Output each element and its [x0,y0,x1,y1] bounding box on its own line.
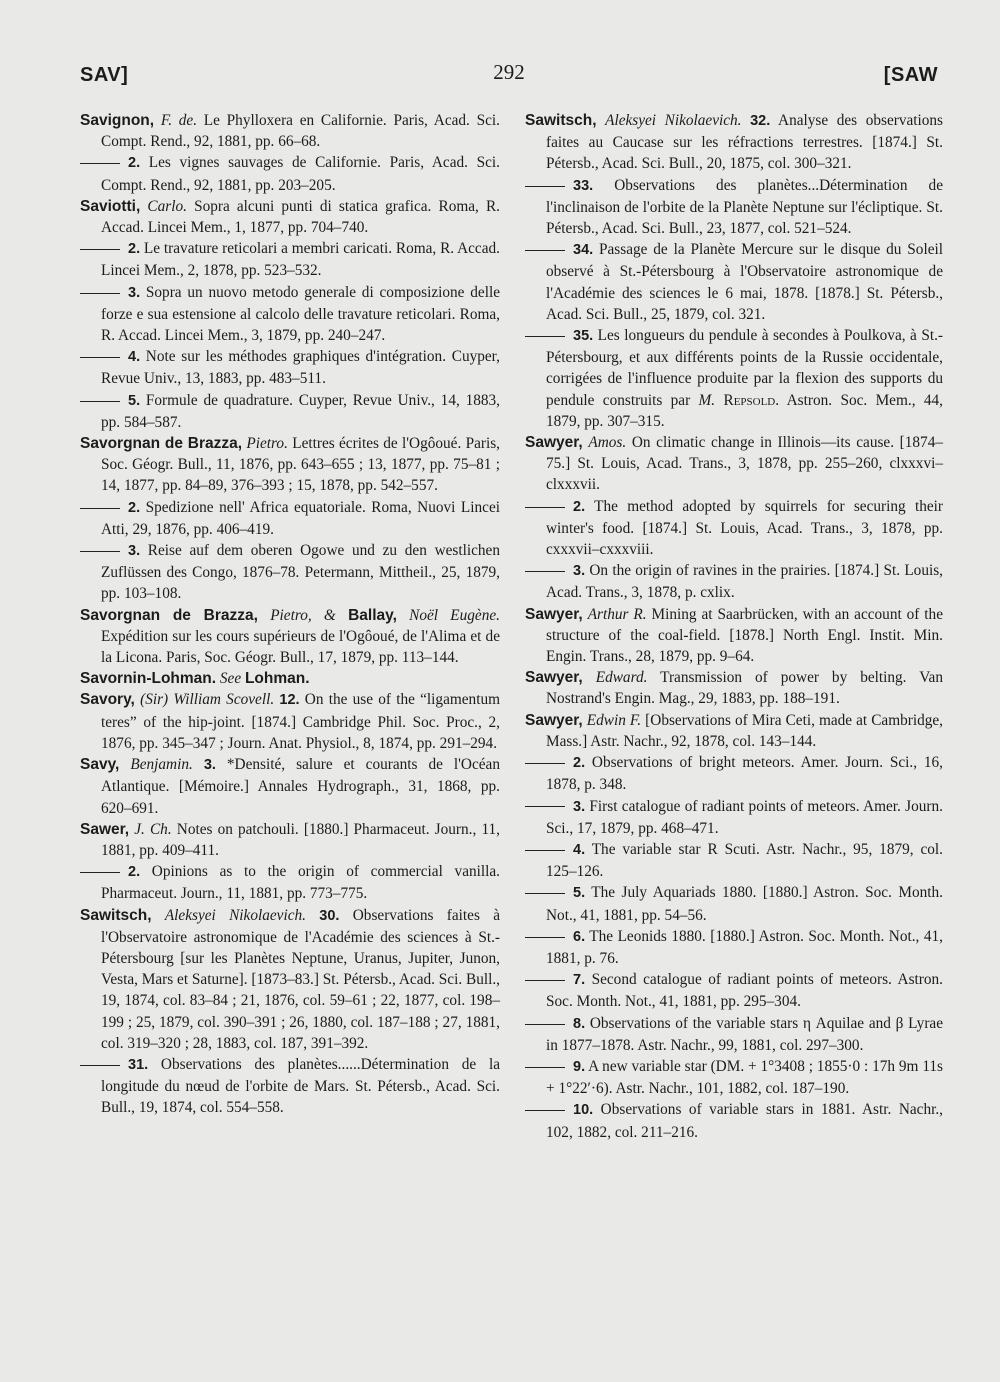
author-given-name: (Sir) William Scovell. [140,691,275,709]
entry-number: 30. [319,907,340,924]
bibliography-entry [525,239,943,325]
author-given-name: Pietro, & [270,606,349,624]
bibliography-entry [525,604,943,668]
entry-text: On the origin of ravines in the prairies. [1874.] St. Louis, Acad. Trans., 3, 1878, p. cxlix. [546,562,943,602]
entry-text: Sopra un nuovo metodo generale di composizione delle forze e sua estensione al calcolo delle travature reticolari. Roma, R. Accad. Lincei Mem., 3, 1879, pp. 240–247. [101,283,500,345]
author-given-name: Edward. [595,669,648,687]
author-surname: Saviotti, [80,197,141,215]
ditto-dash [80,1065,120,1066]
author-surname: Savignon, [80,112,155,129]
bibliography-entry [525,796,943,839]
entry-number: 5. [128,392,141,409]
bibliography-entry [525,1099,943,1142]
entry-number: 31. [128,1056,149,1073]
entry-text-smallcaps: Repsold. [715,391,780,409]
author-surname: Sawer, [80,820,130,838]
entry-number: 12. [279,692,300,709]
author-surname: Sawyer, [525,711,583,729]
author-surname: Sawitsch, [525,112,597,129]
entry-number: 3. [203,757,216,774]
entry-text: First catalogue of radiant points of meteors. Amer. Journ. Sci., 17, 1879, pp. 468–471. [546,797,943,837]
bibliography-entry [525,110,943,175]
bibliography-entry [525,325,943,432]
entry-number: 2. [573,755,586,772]
ditto-dash [80,551,120,552]
entry-number: 9. [573,1058,586,1075]
entry-number: 7. [573,972,586,989]
author-surname: Savorgnan de Brazza, [80,435,243,453]
bibliography-entry [525,175,943,240]
ditto-dash [525,336,565,337]
entry-number: 4. [573,841,586,858]
bibliography-entry [80,540,500,605]
bibliography-entry [525,882,943,925]
ditto-dash [525,250,565,251]
entry-number: 2. [128,864,141,881]
co-author-surname: Lohman. [244,670,310,688]
author-given-name: Benjamin. [130,756,193,774]
author-given-name: Edwin F. [586,711,642,729]
bibliography-entry [80,689,500,754]
entry-number: 6. [573,928,586,945]
entry-text: The Leonids 1880. [1880.] Astron. Soc. Month. Not., 41, 1881, p. 76. [546,927,943,967]
entry-text: Opinions as to the origin of commercial vanilla. Pharmaceut. Journ., 11, 1881, pp. 773–775. [101,863,500,903]
right-column [525,110,943,1143]
bibliography-entry [80,152,500,195]
entry-text: Lettres écrites de l'Ogôoué. Paris, Soc. Géogr. Bull., 11, 1876, pp. 643–655 ; 13, 1877, pp. 75–81 ; 14, 1877, pp. 84–89, 376–393 ; 15, 1878, pp. 542–557. [101,435,501,495]
entry-number: 2. [128,155,141,172]
entry-text: Notes on patchouli. [1880.] Pharmaceut. Journ., 11, 1881, pp. 409–411. [101,820,500,859]
entry-text: Passage de la Planète Mercure sur le disque du Soleil observé à St.-Pétersbourg à l'Observatoire astronomique de l'Académie des sciences le 6 mai, 1878. [1878.] St. Pétersb., Acad. Sci. Bull., 25, 1879, col. 321. [546,241,943,323]
bibliography-entry [80,238,500,281]
entry-text: On the use of the “ligamentum teres” of the hip-joint. [1874.] Cambridge Phil. Soc. Proc., 2, 1876, pp. 345–347 ; Journ. Anat. Physiol., 8, 1874, pp. 291–294. [101,691,500,752]
bibliography-entry [525,710,943,752]
bibliography-entry [525,1056,943,1099]
ditto-dash [525,571,565,572]
bibliography-entry [80,497,500,540]
bibliography-entry [80,668,500,689]
author-given-name: J. Ch. [134,820,172,838]
author-surname: Savorgnan de Brazza, [80,606,258,624]
entry-text: Observations of the variable stars η Aquilae and β Lyrae in 1877–1878. Astr. Nachr., 99, 1881, col. 297–300. [546,1014,943,1054]
bibliography-entry [525,839,943,882]
ditto-dash [80,293,120,294]
running-head-left: SAV] [80,64,129,86]
bibliography-entry [525,926,943,969]
bibliography-entry [80,905,500,1054]
running-head [80,60,938,90]
entry-text-italic: M. [698,391,716,409]
entry-text: Observations of bright meteors. Amer. Journ. Sci., 16, 1878, p. 348. [546,754,943,794]
bibliography-entry [80,346,500,389]
author-given-name: Pietro. [246,435,288,453]
bibliography-entry [80,390,500,433]
bibliography-entry [525,1013,943,1056]
entry-text: On climatic change in Illinois—its cause. [1874–75.] St. Louis, Acad. Trans., 3, 1878, pp. 255–260, clxxxvi–clxxxvii. [546,434,944,494]
entry-text: Observations des planètes...Détermination de l'inclinaison de l'orbite de la Planète Neptune sur l'écliptique. St. Pétersb., Acad. Sci. Bull., 23, 1877, col. 521–524. [546,176,943,238]
author-surname: Savy, [80,756,120,774]
bibliography-entry [525,432,943,496]
author-surname: Sawyer, [525,669,583,687]
co-author-surname: Ballay, [348,606,397,624]
entry-text: Observations of variable stars in 1881. Astr. Nachr., 102, 1882, col. 211–216. [546,1101,943,1141]
ditto-dash [80,163,120,164]
author-given-name: See [219,670,242,688]
bibliography-entry [525,667,943,709]
entry-number: 10. [573,1102,594,1119]
entry-text-tail: Astron. Soc. Mem., 44, 1879, pp. 307–315. [546,391,944,430]
entry-text: Le Phylloxera en Californie. Paris, Acad. Sci. Compt. Rend., 92, 1881, pp. 66–68. [101,112,500,151]
entry-text: Reise auf dem oberen Ogowe und zu den westlichen Zuflüssen des Congo, 1876–78. Petermann, Mittheil., 25, 1879, pp. 103–108. [101,542,500,603]
author-given-name: Arthur R. [587,605,647,623]
entry-text: The variable star R Scuti. Astr. Nachr., 95, 1879, col. 125–126. [546,840,943,881]
author-given-name: Carlo. [147,197,187,215]
entry-text: Second catalogue of radiant points of meteors. Astron. Soc. Month. Not., 41, 1881, pp. 295–304. [546,971,943,1011]
ditto-dash [525,507,565,508]
bibliography-entry [80,1054,500,1119]
entry-number: 3. [573,563,586,580]
ditto-dash [80,401,120,402]
running-head-right: [SAW [883,64,938,86]
ditto-dash [80,508,120,509]
entry-text: *Densité, salure et courants de l'Océan Atlantique. [Mémoire.] Annales Hydrograph., 31, 1868, pp. 620–691. [101,756,500,817]
entry-number: 5. [573,885,586,902]
entry-text: The July Aquariads 1880. [1880.] Astron. Soc. Month. Not., 41, 1881, pp. 54–56. [546,884,943,924]
entry-number: 3. [128,543,141,560]
entry-text: Observations faites à l'Observatoire astronomique de l'Académie des sciences à St.-Pétersbourg [sur les Planètes Neptune, Uranus, Jupiter, Junon, Vesta, Mars et Saturne]. [1873–83.] St. Pétersb., Acad. Sci. Bull., 19, 1874, col. 83–84 ; 21, 1876, col. 59–61 ; 22, 1877, col. 198–199 ; 25, 1879, col. 390–391 ; 26, 1880, col. 187–188 ; 27, 1881, col. 319–320 ; 28, 1883, col. 187, 391–392. [101,906,501,1052]
ditto-dash [525,937,565,938]
author-surname: Sawitsch, [80,906,152,924]
entry-text: Sopra alcuni punti di statica grafica. Roma, R. Accad. Lincei Mem., 1, 1877, pp. 704–740. [101,197,501,237]
page-number: 292 [493,60,525,84]
ditto-dash [80,357,120,358]
entry-text: Les vignes sauvages de Californie. Paris, Acad. Sci. Compt. Rend., 92, 1881, pp. 203–205. [101,154,500,194]
ditto-dash [80,872,120,873]
entry-text: Transmission of power by belting. Van Nostrand's Engin. Mag., 29, 1883, pp. 188–191. [546,669,943,708]
bibliography-entry [525,969,943,1012]
entry-text: Expédition sur les cours supérieurs de l'Ogôoué, de l'Alima et de la Licona. Paris, Soc. Géogr. Bull., 17, 1879, pp. 113–144. [101,627,500,667]
bibliography-entry [80,605,500,669]
entry-text: Spedizione nell' Africa equatoriale. Roma, Nuovi Lincei Atti, 29, 1876, pp. 406–419. [101,498,500,538]
left-column [80,110,500,1119]
entry-text: Les longueurs du pendule à secondes à Poulkova, à St.-Pétersbourg, et aux différents points de la Russie occidentale, corrigées de l'influence produite par la flexion des supports du pendule construits par [546,327,943,409]
entry-text: Note sur les méthodes graphiques d'intégration. Cuyper, Revue Univ., 13, 1883, pp. 483–511. [101,348,500,388]
entry-text: Analyse des observations faites au Caucase sur les réfractions terrestres. [1874.] St. Pétersb., Acad. Sci. Bull., 20, 1875, col. 300–321. [546,112,944,173]
entry-number: 8. [573,1015,586,1032]
entry-number: 32. [750,113,771,129]
bibliography-entry [525,560,943,603]
ditto-dash [525,1067,565,1068]
entry-text: [Observations of Mira Ceti, made at Cambridge, Mass.] Astr. Nachr., 92, 1878, col. 143–144. [546,711,943,750]
entry-number: 2. [128,499,141,516]
ditto-dash [525,893,565,894]
author-surname: Sawyer, [525,434,583,452]
author-surname: Sawyer, [525,605,583,623]
entry-number: 4. [128,349,141,366]
bibliography-entry [525,752,943,795]
author-surname: Savory, [80,691,135,709]
ditto-dash [525,763,565,764]
ditto-dash [525,806,565,807]
ditto-dash [525,980,565,981]
entry-number: 35. [573,328,594,345]
entry-number: 33. [573,177,594,194]
entry-number: 2. [573,498,586,515]
ditto-dash [525,186,565,187]
author-given-name: F. de. [160,112,198,129]
entry-text: Observations des planètes......Détermination de la longitude du nœud de l'orbite de Mars. St. Pétersb., Acad. Sci. Bull., 19, 1874, col. 554–558. [101,1055,500,1117]
entry-number: 2. [128,241,141,258]
entry-text: Le travature reticolari a membri caricati. Roma, R. Accad. Lincei Mem., 2, 1878, pp. 523–532. [101,240,500,280]
bibliography-entry [80,196,500,238]
bibliography-entry [80,433,500,497]
bibliography-entry [80,282,500,347]
entry-number: 3. [573,798,586,815]
ditto-dash [525,1024,565,1025]
entry-text: A new variable star (DM. + 1°3408 ; 1855·0 : 17h 9m 11s + 1°22′·6). Astr. Nachr., 101, 1882, col. 187–190. [546,1057,943,1098]
entry-text: Formule de quadrature. Cuyper, Revue Univ., 14, 1883, pp. 584–587. [101,391,500,431]
bibliography-entry [525,496,943,561]
entry-number: 34. [573,242,594,259]
entry-text: Mining at Saarbrücken, with an account of the structure of the coal-field. [1878.] North Engl. Instit. Min. Engin. Trans., 28, 1879, pp. 9–64. [546,605,943,666]
ditto-dash [525,1110,565,1111]
bibliography-entry [80,754,500,819]
author-given-name: Aleksyei Nikolaevich. [164,906,306,924]
ditto-dash [525,850,565,851]
co-author-given-name: Noël Eugène. [409,606,500,624]
author-given-name: Aleksyei Nikolaevich. [605,112,742,129]
author-given-name: Amos. [588,434,627,452]
bibliography-entry [80,861,500,904]
bibliography-entry [80,110,500,152]
author-surname: Savornin-Lohman. [80,670,217,688]
entry-text: The method adopted by squirrels for securing their winter's food. [1874.] St. Louis, Acad. Trans., 3, 1878, pp. cxxxvii–cxxxviii. [546,497,943,559]
entry-number: 3. [128,284,141,301]
ditto-dash [80,249,120,250]
bibliography-entry [80,819,500,861]
